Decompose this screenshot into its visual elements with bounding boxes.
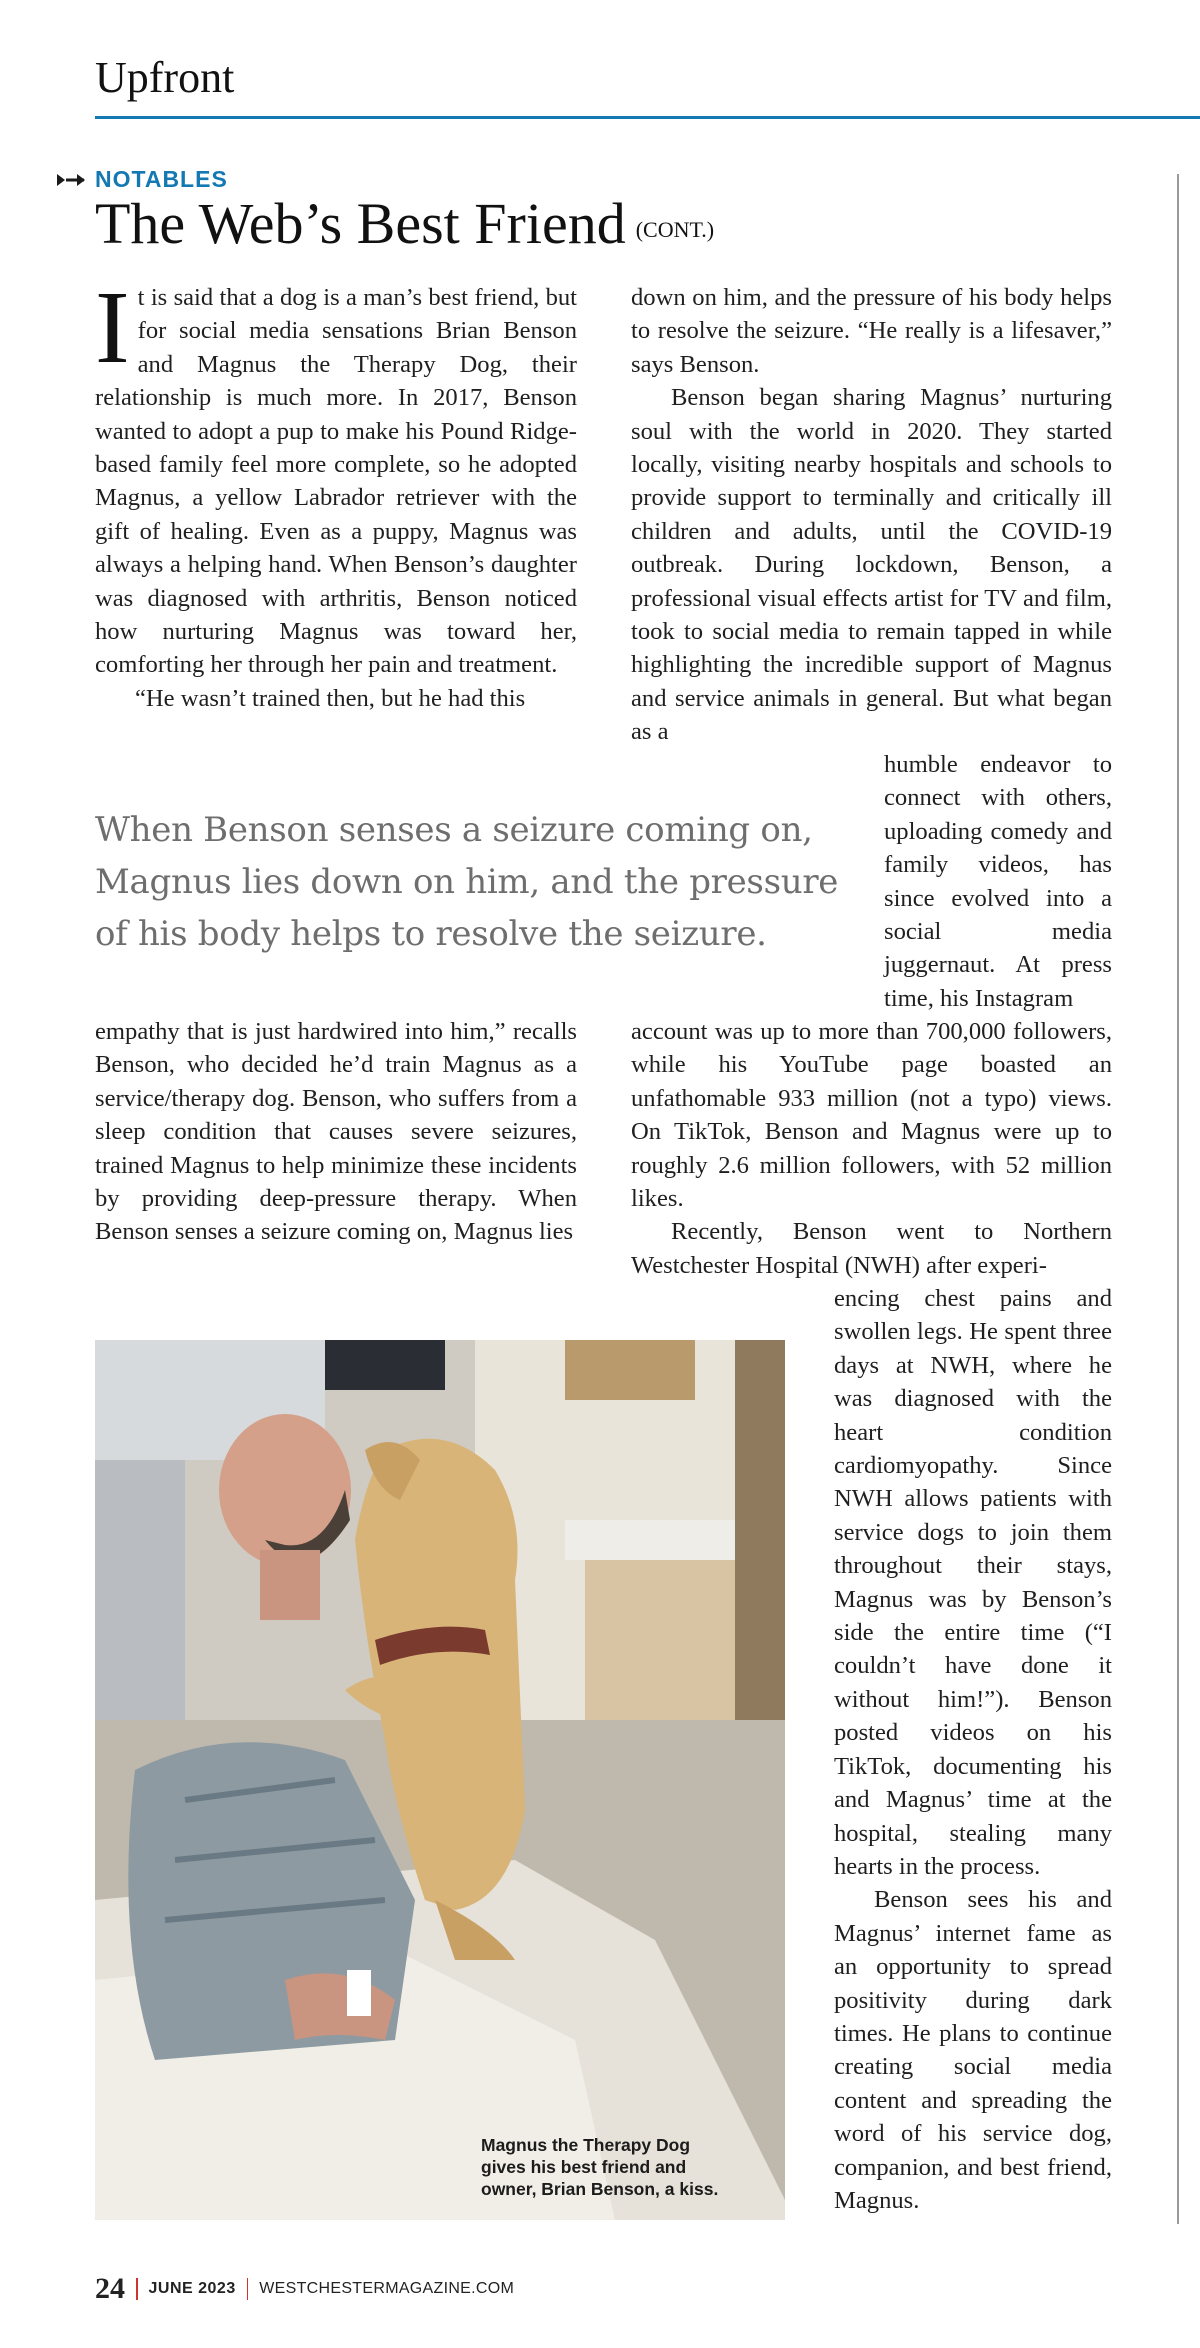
paragraph [95, 270, 577, 682]
hospital-scene-illustration [95, 1340, 785, 2220]
article-headline [95, 190, 714, 257]
column-1-top [95, 270, 577, 715]
issue-date: JUNE 2023 [148, 2280, 236, 2297]
folio-divider [136, 2278, 138, 2300]
drop-cap: I [95, 270, 130, 385]
paragraph-text: t is said that a dog is a man’s best friend, but for social media sensations Brian Benson and Magnus the Therapy Dog, their relationship is much more. In 2017, Benson wanted to adopt a pup to make his Pound Ridge-based family feel more complete, so he adopted Magnus, a yellow Labrador retriever with the gift of healing. Even as a puppy, Magnus was always a helping hand. When Benson’s daughter was diagnosed with arthritis, Benson noticed how nurturing Magnus was toward her, comforting her through her pain and treatment. [95, 284, 577, 679]
paragraph: account was up to more than 700,000 followers, while his YouTube page boasted an unfathomable 933 million (not a typo) views. On TikTok, Benson and Magnus were up to roughly 2.6 million followers, with 52 million likes. [631, 1018, 1112, 1213]
photo-caption: Magnus the Therapy Dog gives his best friend and owner, Brian Benson, a kiss. [481, 2135, 719, 2199]
kicker-label: NOTABLES [95, 166, 228, 192]
paragraph: Benson began sharing Magnus’ nurturing soul with the world in 2020. They started locally, visiting nearby hospitals and schools to provide support to terminally and critically ill children and adults, until the COVID-19 outbreak. During lockdown, Benson, a professional visual effects artist for TV and film, took to social media to remain tapped in while highlighting the incredible support of Magnus and service animals in general. But what began as a [631, 384, 1112, 746]
headline-text: The Web’s Best Friend [95, 191, 626, 256]
paragraph: empathy that is just hardwired into him,” recalls Benson, who decided he’d train Magnus as a service/therapy dog. Benson, who suffers from a sleep condition that causes severe seizures, trained Magnus to help minimize these incidents by providing deep-pressure therapy. When Benson senses a seizure coming on, Magnus lies [95, 1018, 577, 1246]
continued-label: (CONT.) [635, 217, 715, 242]
paragraph: Recently, Benson went to Northern Westchester Hospital (NWH) after experi- [631, 1218, 1112, 1279]
page-number: 24 [95, 2272, 125, 2305]
page-footer [95, 2272, 514, 2306]
paragraph: humble endeavor to connect with others, uploading comedy and family videos, has since evolved into a social media juggernaut. At press time, his Instagram [884, 751, 1112, 1012]
article-photo [95, 1340, 785, 2220]
column-side-rule [1177, 174, 1179, 2224]
column-2-middle [631, 1015, 1112, 1282]
paragraph: down on him, and the pressure of his body helps to resolve the seizure. “He really is a lifesaver,” says Benson. [631, 284, 1112, 378]
paragraph: Benson sees his and Magnus’ internet fame as an opportunity to spread positivity during dark times. He plans to continue creating social media content and spreading the word of his service dog, companion, and best friend, Magnus. [834, 1886, 1112, 2214]
paragraph: encing chest pains and swollen legs. He spent three days at NWH, where he was diagnosed with the heart condition cardiomyopathy. Since NWH allows patients with service dogs to join them throughout their stays, Magnus was by Benson’s side the entire time (“I couldn’t have done it without him!”). Benson posted videos on his TikTok, documenting his and Magnus’ time at the hospital, stealing many hearts in the process. [834, 1285, 1112, 1880]
header-rule [95, 116, 1200, 119]
pull-quote: When Benson senses a seizure coming on, Magnus lies down on him, and the pressure of his body helps to resolve the seizure. [95, 810, 839, 954]
double-arrow-icon [56, 171, 86, 189]
section-header: Upfront [95, 53, 235, 102]
kicker-row [56, 166, 228, 193]
column-2-top [631, 281, 1112, 749]
website-link: WESTCHESTERMAGAZINE.COM [259, 2280, 515, 2297]
paragraph: “He wasn’t trained then, but he had this [135, 684, 526, 712]
folio-divider [247, 2278, 249, 2300]
column-2-bottom [834, 1282, 1112, 2217]
column-2-wrap [884, 748, 1112, 1015]
column-1-middle [95, 1015, 577, 1249]
